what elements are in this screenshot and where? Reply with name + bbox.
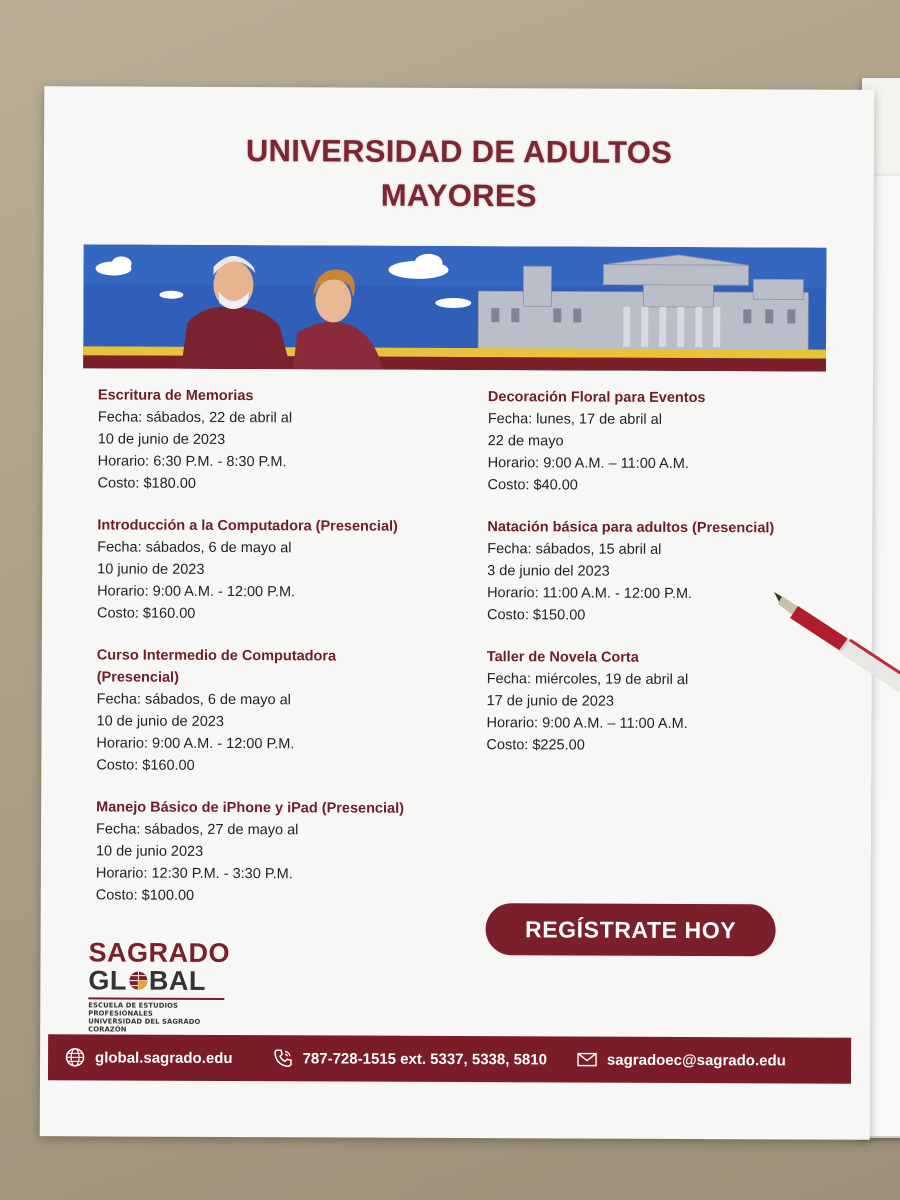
course-item	[96, 644, 457, 778]
globe-logo-icon	[128, 971, 148, 991]
course-name: Manejo Básico de iPhone y iPad (Presencial)	[96, 799, 405, 817]
course-schedule: Horario: 9:00 A.M. - 12:00 P.M.	[96, 735, 295, 753]
course-name: Taller de Novela Corta	[486, 649, 639, 666]
course-name: Decoración Floral para Eventos	[487, 389, 706, 407]
course-date: 22 de mayo	[487, 433, 564, 450]
course-item	[486, 646, 836, 758]
phone-text: 787-728-1515 ext. 5337, 5338, 5810	[302, 1049, 547, 1068]
course-date: Fecha: miércoles, 19 de abril al	[486, 671, 689, 689]
course-cost: Costo: $100.00	[95, 887, 195, 904]
course-item	[96, 796, 456, 908]
logo-text-part: BAL	[148, 965, 206, 996]
course-date: 10 junio de 2023	[97, 561, 205, 578]
logo-text: SAGRADO	[88, 937, 231, 969]
course-schedule: Horario: 12:30 P.M. - 3:30 P.M.	[95, 865, 293, 883]
course-name: Introducción a la Computadora (Presencial)	[97, 517, 398, 535]
course-date: Fecha: sábados, 15 abril al	[487, 541, 662, 558]
course-date: 10 de junio de 2023	[96, 713, 224, 730]
website-text: global.sagrado.edu	[95, 1048, 233, 1067]
flyer	[40, 86, 875, 1140]
logo-subtitle: UNIVERSIDAD DEL SAGRADO CORAZÓN	[88, 1016, 201, 1034]
course-cost: Costo: $150.00	[486, 607, 586, 624]
register-button[interactable]: REGÍSTRATE HOY	[486, 903, 776, 956]
course-cost: Costo: $160.00	[96, 757, 195, 774]
email-text: sagradoec@sagrado.edu	[606, 1051, 786, 1069]
course-cost: Costo: $180.00	[97, 475, 196, 492]
envelope-icon	[577, 1052, 597, 1068]
footer-email[interactable]	[577, 1051, 786, 1069]
course-date: Fecha: sábados, 22 de abril al	[97, 409, 293, 427]
course-date: Fecha: sábados, 6 de mayo al	[96, 691, 291, 709]
course-schedule: Horario: 9:00 A.M. - 12:00 P.M.	[97, 583, 296, 601]
course-date: 17 de junio de 2023	[486, 693, 615, 710]
courses-right-column	[486, 386, 838, 778]
logo-text	[88, 966, 238, 995]
course-item	[98, 384, 458, 496]
course-item	[488, 386, 838, 498]
course-cost: Costo: $160.00	[96, 605, 196, 622]
contact-footer	[48, 1034, 851, 1084]
footer-website[interactable]	[65, 1047, 233, 1068]
course-date: Fecha: sábados, 27 de mayo al	[96, 821, 299, 839]
title-line: UNIVERSIDAD DE ADULTOS	[245, 133, 673, 170]
course-schedule: Horario: 6:30 P.M. - 8:30 P.M.	[97, 453, 287, 471]
course-name: Curso Intermedio de Computadora (Presencial)	[96, 647, 337, 686]
course-name: Natación básica para adultos (Presencial)	[487, 519, 775, 537]
flyer-title	[44, 128, 874, 220]
globe-icon	[65, 1047, 85, 1067]
course-cost: Costo: $40.00	[487, 477, 578, 494]
course-date: Fecha: lunes, 17 de abril al	[487, 411, 662, 428]
course-date: 3 de junio del 2023	[487, 563, 610, 580]
course-date: Fecha: sábados, 6 de mayo al	[97, 539, 292, 557]
course-schedule: Horario: 9:00 A.M. – 11:00 A.M.	[486, 715, 688, 733]
course-cost: Costo: $225.00	[486, 737, 585, 754]
sagrado-global-logo	[88, 938, 238, 1033]
logo-divider	[88, 997, 224, 999]
course-schedule: Horario: 11:00 A.M. - 12:00 P.M.	[487, 585, 693, 603]
footer-phone[interactable]	[273, 1048, 547, 1069]
courses-left-column	[96, 384, 458, 928]
logo-subtitle: ESCUELA DE ESTUDIOS PROFESIONALES	[88, 1000, 179, 1018]
phone-icon	[273, 1048, 293, 1068]
course-name: Escritura de Memorias	[97, 387, 254, 405]
course-item	[487, 516, 837, 628]
course-schedule: Horario: 9:00 A.M. – 11:00 A.M.	[487, 455, 689, 473]
banner-image	[83, 244, 827, 371]
title-line: MAYORES	[380, 177, 537, 214]
logo-text-part: GL	[88, 965, 127, 996]
course-date: 10 de junio 2023	[95, 843, 204, 860]
course-item	[97, 514, 457, 626]
course-date: 10 de junio de 2023	[97, 431, 226, 448]
